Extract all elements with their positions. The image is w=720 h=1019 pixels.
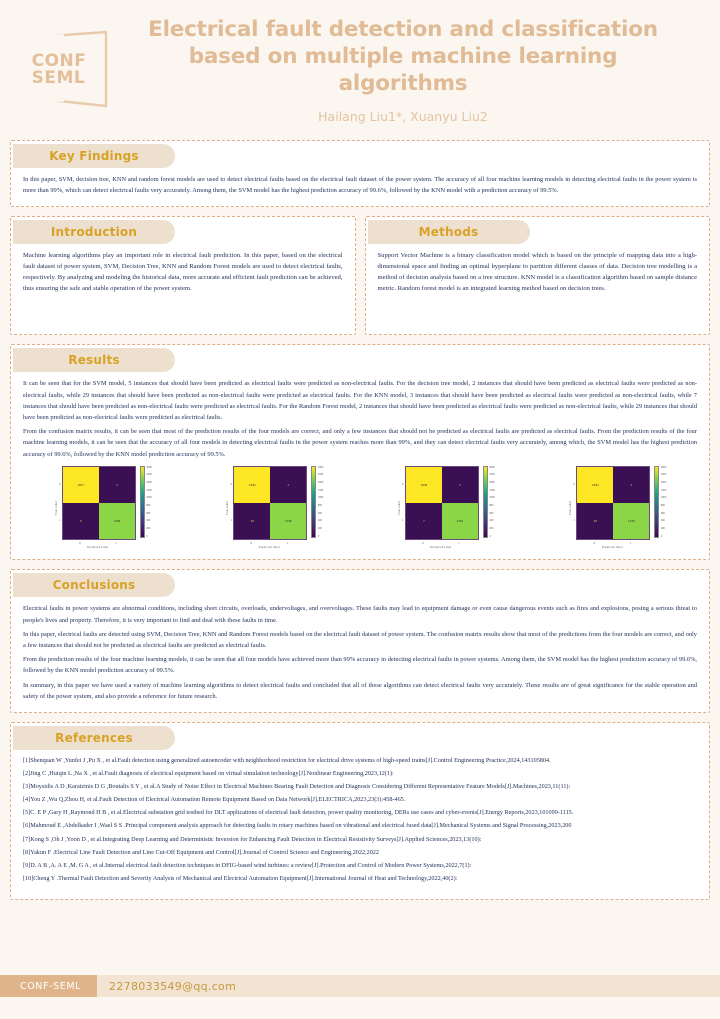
- cm-y-tick-labels: [573, 466, 575, 538]
- cm-y-axis-label: True label: [53, 500, 58, 515]
- cm-x-tick-labels: [405, 541, 477, 545]
- cm-cell: 29: [234, 503, 270, 539]
- confusion-matrix-figure: [191, 466, 359, 550]
- panel-body-introduction: [11, 244, 355, 326]
- panel-body-results: [11, 372, 709, 461]
- cm-colorbar-tick: 600: [660, 511, 665, 515]
- panel-heading-results: Results: [13, 348, 175, 372]
- cm-colorbar-tick: 2000: [660, 481, 667, 485]
- cm-colorbar-ticks: [318, 466, 323, 538]
- cm-grid: [405, 466, 479, 540]
- cm-colorbar-tick: 2000: [146, 481, 152, 485]
- cm-colorbar-tick: 2500: [660, 473, 667, 477]
- cm-colorbar-tick: 1000: [146, 496, 152, 500]
- cm-x-tick: 0: [593, 540, 596, 545]
- poster-footer: [0, 975, 720, 997]
- cm-cell: 29: [577, 503, 613, 539]
- confusion-matrix-figures: [11, 462, 709, 552]
- cm-colorbar-tick: 0: [317, 534, 320, 538]
- cm-colorbar-tick: 800: [317, 504, 322, 508]
- panel-heading-methods: Methods: [368, 220, 530, 244]
- cm-x-tick-labels: [233, 541, 305, 545]
- reference-item: [8]Yakun F .Electrical Line Fault Detection and Line Cut-Off Equipment and Control[J].Journal of Control Science and Engineering,2022,2022: [23, 848, 379, 856]
- cm-colorbar-ticks: [661, 466, 666, 538]
- panel-methods: [365, 216, 711, 335]
- poster-title: Electrical fault detection and classification based on multiple machine learning algorithms: [148, 17, 658, 96]
- cm-colorbar-tick: 800: [146, 504, 151, 508]
- cm-x-axis-label: Predicted label: [430, 545, 452, 550]
- reference-item: [6]Mahmoud E ,Abdelkader I ,Wael S S .Principal component analysis approach for detecting faults in rotary machines based on vibrational and electrical fused data[J].Mechanical Systems and Signal Processing,2023,200: [23, 822, 572, 830]
- panel-results: [10, 344, 710, 560]
- title-block: [126, 16, 706, 124]
- intro-methods-row: [10, 216, 710, 344]
- cm-colorbar-tick: 200: [660, 527, 665, 531]
- cm-colorbar-tick: 600: [489, 511, 494, 515]
- cm-colorbar-tick: 400: [489, 519, 494, 523]
- cm-colorbar-tick: 400: [146, 519, 151, 523]
- cm-cell: 1817: [63, 467, 99, 503]
- cm-colorbar-tick: 2500: [489, 473, 495, 477]
- cm-colorbar-tick: 1500: [660, 488, 667, 492]
- cm-y-tick-labels: [59, 466, 61, 538]
- reference-item: [3]Moysidis A D ,Karatzinis D G ,Boutalis S Y , et al.A Study of Noise Effect in Electrical Machines Bearing Fault Detection and Diagnosis Considering Different Representative Feature Models[J].Machines,2023,11(11):: [23, 783, 571, 791]
- cm-cell: 1845: [234, 467, 270, 503]
- cm-colorbar-tick: 1500: [489, 488, 495, 492]
- cm-colorbar-tick: 200: [317, 527, 322, 531]
- cm-x-tick: 0: [250, 540, 253, 545]
- panel-heading-references: References: [13, 726, 175, 750]
- panel-conclusions: [10, 569, 710, 713]
- cm-colorbar-ticks: [146, 466, 151, 538]
- cm-colorbar-tick: 600: [146, 511, 151, 515]
- poster-header: [0, 0, 720, 140]
- poster-authors: Hailang Liu1*, Xuanyu Liu2: [318, 109, 488, 124]
- cm-colorbar-ticks: [489, 466, 494, 538]
- footer-brand: CONF-SEML: [0, 975, 97, 997]
- cm-colorbar: [654, 466, 659, 538]
- paragraph: In summary, in this paper we have used a variety of machine learning algorithms to detect electrical faults and concluded that all of these algorithms can detect electrical faults very accurately. These results are of great significance for the stable operation and safety of the power system, and also provide a reference for future research.: [23, 681, 697, 700]
- cm-colorbar-tick: 1000: [317, 496, 324, 500]
- cm-cell: 2: [613, 467, 649, 503]
- panel-body-methods: [366, 244, 710, 326]
- panel-introduction: [10, 216, 356, 335]
- cm-y-tick: 1: [401, 517, 404, 522]
- cm-x-tick-labels: [576, 541, 648, 545]
- cm-cell: 1845: [577, 467, 613, 503]
- cm-x-tick: 0: [422, 540, 424, 545]
- reference-item: [9]D. A B ,A. A E ,M. G A , et al.Internal electrical fault detection techniques in DFIG-based wind turbines: a review[J].Protection and Control of Modern Power Systems,2022,7(1):: [23, 861, 472, 869]
- logo-line-seml: SEML: [31, 68, 86, 88]
- cm-y-tick-labels: [230, 466, 232, 538]
- panel-heading-key-findings: Key Findings: [13, 144, 175, 168]
- paragraph: It can be seen that for the SVM model, 5 instances that should have been predicted as electrical faults were predicted as non-electrical faults. For the decision tree model, 2 instances that should have been predicted as electrical faults were predicted as non-electrical faults, while 29 instances that should have been predicted as non-electrical faults were predicted as electrical faults. For the KNN model, 3 instances that should have been predicted as electrical faults were predicted as non-electrical faults, while 7 instances that should have been predicted as non-electrical faults were predicted as electrical faults. For the Random Forest model, 2 instances that should have been predicted as electrical faults were predicted as non-electrical faults, while 29 instances that should have been predicted as non-electrical faults were predicted as electrical faults.: [23, 380, 697, 422]
- cm-cell: 5: [99, 467, 135, 503]
- logo-wordmark: [32, 53, 109, 87]
- cm-colorbar-tick: 2000: [317, 481, 324, 485]
- panel-body-conclusions: [11, 597, 709, 704]
- cm-colorbar: [483, 466, 488, 538]
- cm-y-tick-labels: [402, 466, 404, 538]
- cm-x-tick-labels: [62, 541, 134, 545]
- cm-x-axis-label: Predicted label: [601, 545, 623, 550]
- reference-item: [10]Cheng Y .Thermal Fault Detection and Severity Analysis of Mechanical and Electrical Automation Equipment[J].International Journal of Heat and Technology,2022,40(2):: [23, 874, 458, 882]
- cm-y-tick: 1: [230, 517, 232, 522]
- cm-y-axis-label: True label: [396, 500, 401, 515]
- cm-cell: 2: [270, 467, 306, 503]
- cm-colorbar-tick: 400: [660, 519, 665, 523]
- cm-x-tick: 0: [79, 540, 81, 545]
- cm-colorbar-tick: 2500: [146, 473, 152, 477]
- cm-colorbar-tick: 800: [660, 504, 665, 508]
- reference-item: [2]Jing C ,Huiqin L ,Na X , et al.Fault diagnosis of electrical equipment based on virtual simulation technology[J].Nonlinear Engineering,2023,12(1):: [23, 770, 394, 778]
- cm-colorbar: [140, 466, 145, 538]
- reference-item: [1]Shenquan W ,Yunfei J ,Pu X , et al.Fault detection using generalized autoencoder with neighborhood restriction for electrical drive systems of high-speed trains[J].Control Engineering Practice,2024,143105804.: [23, 756, 551, 764]
- cm-colorbar-tick: 3000: [660, 465, 667, 469]
- cm-grid: [62, 466, 136, 540]
- cm-y-tick: 0: [230, 481, 232, 486]
- panel-heading-conclusions: Conclusions: [13, 573, 175, 597]
- poster-content: [0, 140, 720, 900]
- confusion-matrix-figure: [19, 466, 187, 550]
- cm-colorbar-tick: 1000: [489, 496, 495, 500]
- cm-cell: 7: [406, 503, 442, 539]
- cm-colorbar-tick: 600: [317, 511, 322, 515]
- cm-x-tick: 1: [115, 540, 117, 545]
- paragraph: From the prediction results of the four machine learning models, it can be seen that all four models have achieved more than 99% accuracy in detecting electrical faults in power systems. Among them, the SVM model has the highest prediction accuracy of 99.6%, followed by the KNN model prediction accuracy of 99.5%.: [23, 656, 697, 675]
- conf-seml-logo: [14, 20, 126, 120]
- cm-cell: 1359: [99, 503, 135, 539]
- reference-item: [4]You Z ,Wu Q,Zhou H, et al.Fault Detection of Electrical Automation Remote Equipment Based on Data Network[J].ELECTRICA,2023,23(3):458-465.: [23, 796, 406, 804]
- panel-body-key-findings: [11, 168, 709, 198]
- cm-cell: 1839: [406, 467, 442, 503]
- cm-x-tick: 1: [286, 540, 289, 545]
- cm-x-tick: 1: [458, 540, 460, 545]
- cm-y-tick: 0: [573, 481, 575, 486]
- cm-y-tick: 0: [58, 481, 61, 486]
- cm-cell: 0: [63, 503, 99, 539]
- cm-y-tick: 1: [58, 517, 61, 522]
- cm-y-axis-label: True label: [225, 500, 230, 515]
- cm-colorbar-tick: 0: [489, 534, 491, 538]
- cm-colorbar-tick: 3000: [317, 465, 324, 469]
- footer-email: 2278033549@qq.com: [97, 975, 720, 997]
- cm-grid: [233, 466, 307, 540]
- cm-x-axis-label: Predicted label: [258, 545, 280, 550]
- cm-cell: 1330: [270, 503, 306, 539]
- cm-x-tick: 1: [629, 540, 632, 545]
- cm-colorbar-tick: 200: [146, 527, 151, 531]
- reference-item: [5]C. E P ,Gary H ,Raymond H B , et al.Electrical substation grid testbed for DLT applications of electrical fault detection, power quality monitoring, DERs use cases and cyber-events[J].Energy Reports,2023,101099-1115.: [23, 809, 574, 817]
- cm-colorbar-tick: 3000: [146, 465, 152, 469]
- cm-colorbar-tick: 400: [317, 519, 322, 523]
- cm-colorbar-tick: 800: [489, 504, 494, 508]
- cm-y-tick: 1: [573, 517, 575, 522]
- panel-key-findings: [10, 140, 710, 207]
- cm-grid: [576, 466, 650, 540]
- paragraph: Support Vector Machine is a binary classification model which is based on the principle of mapping data into a high-dimensional space and finding an optimal hyperplane to partition different classes of data. Decision tree modelling is a method of decision analysis based on a tree structure. KNN model is a classification algorithm based on sample distance metric. Random forest model is an integrated learning method based on decision trees.: [377, 252, 697, 293]
- cm-colorbar-tick: 2500: [317, 473, 324, 477]
- reference-list: [11, 750, 709, 891]
- paragraph: In this paper, SVM, decision tree, KNN and random forest models are used to detect electrical faults based on the electrical fault dataset of the power system. The accuracy of all four machine learning models in detecting electrical faults in the power system is more than 99%, which can detect electrical faults very accurately. Among them, the SVM model has the highest prediction accuracy of 99.6%, followed by the KNN model with a prediction accuracy of 99.5%.: [23, 176, 697, 195]
- confusion-matrix-figure: [362, 466, 530, 550]
- cm-colorbar-tick: 3000: [489, 465, 495, 469]
- cm-colorbar-tick: 200: [489, 527, 494, 531]
- cm-colorbar-tick: 2000: [489, 481, 495, 485]
- cm-colorbar: [311, 466, 316, 538]
- paragraph: Electrical faults in power systems are abnormal conditions, including short circuits, overloads, undervoltages, and overvoltages. These faults may lead to equipment damage or even cause dangerous events such as fires and explosions, posing a serious threat to people's lives and property. Therefore, it is very important to find and deal with these faults in time.: [23, 605, 697, 624]
- reference-item: [7]Kong S ,Oh J ,Yoon D , et al.Integrating Deep Learning and Deterministic Inversion for Enhancing Fault Detection in Electrical Resistivity Surveys[J].Applied Sciences,2023,13(10):: [23, 835, 482, 843]
- confusion-matrix-figure: [534, 466, 702, 550]
- paragraph: In this paper, electrical faults are detected using SVM, Decision Tree, KNN and Random Forest models based on the electrical fault dataset of power system. The confusion matrix results show that most of the predictions from the four models are correct, and only a few instances that should not be predicted as electrical faults are predicted as electrical faults.: [23, 630, 697, 649]
- logo-line-conf: CONF: [31, 51, 87, 71]
- cm-cell: 3: [442, 467, 478, 503]
- paragraph: Machine learning algorithms play an important role in electrical fault prediction. In this paper, based on the electrical fault dataset of power system, SVM, Decision Tree, KNN and Random Forest models are used to detect electrical faults, respectively. By analyzing and modeling the historical data, more accurate and efficient fault prediction can be achieved, thus ensuring the safe and stable operation of the power system.: [23, 252, 343, 293]
- cm-colorbar-tick: 1500: [317, 488, 324, 492]
- cm-y-tick: 0: [401, 481, 404, 486]
- cm-colorbar-tick: 0: [660, 534, 663, 538]
- cm-colorbar-tick: 0: [146, 534, 148, 538]
- cm-colorbar-tick: 1000: [660, 496, 667, 500]
- cm-colorbar-tick: 1500: [146, 488, 152, 492]
- panel-heading-introduction: Introduction: [13, 220, 175, 244]
- paragraph: From the confusion matrix results, it can be seen that most of the prediction results of the four models are correct, and only a few instances that should not be predicted as electrical faults are predicted as electrical faults. From the prediction results of the four machine learning models, it can be seen that the accuracy of all four models in detecting electrical faults in the power system reaches more than 99%, and they can detect electrical faults very accurately, among which, the SVM model has the highest prediction accuracy of 99.6%, followed by the KNN model prediction accuracy of 99.5%.: [23, 428, 697, 458]
- panel-references: [10, 722, 710, 900]
- cm-cell: 1330: [613, 503, 649, 539]
- cm-y-axis-label: True label: [568, 500, 573, 515]
- cm-cell: 1352: [442, 503, 478, 539]
- cm-x-axis-label: Predicted label: [87, 545, 109, 550]
